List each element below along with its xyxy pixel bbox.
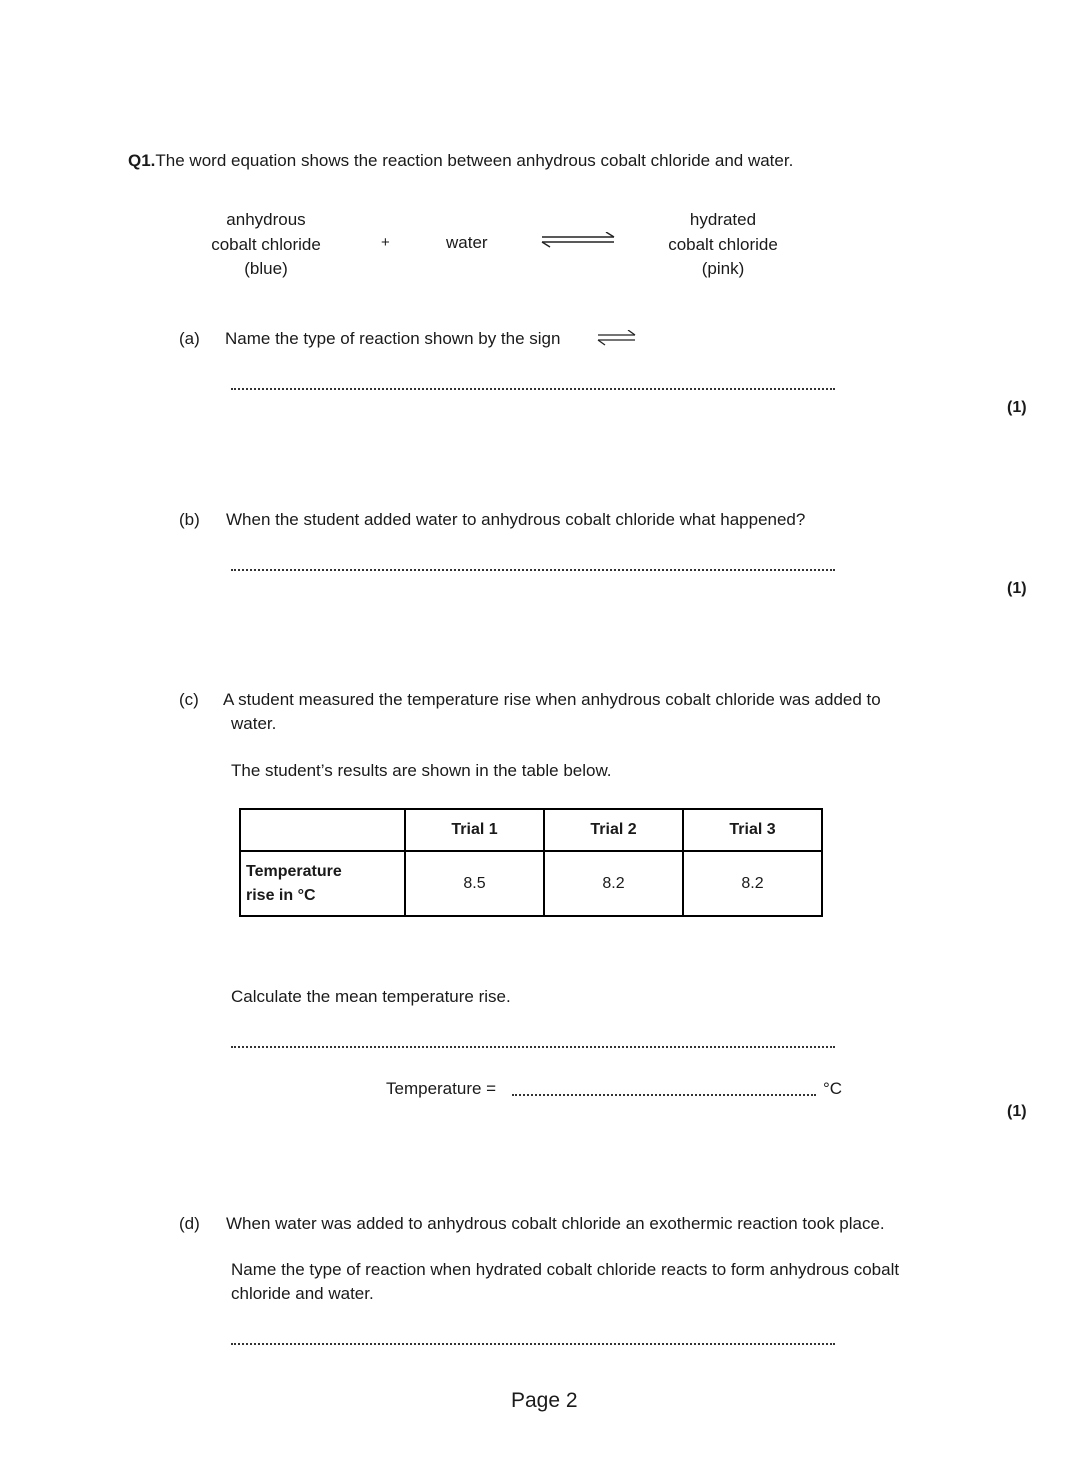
part-a-answer-line[interactable] [231,388,835,390]
part-b-text: When the student added water to anhydrous cobalt chloride what happened? [226,510,806,529]
page-number: Page 2 [511,1389,578,1412]
results-intro: The student’s results are shown in the table below. [231,761,612,780]
answer-unit: °C [823,1079,843,1098]
part-c-marks: (1) [1007,1103,1027,1120]
part-d-prompt-line2: chloride and water. [231,1284,374,1303]
temperature-answer-field[interactable] [512,1094,816,1096]
table-header-empty [240,809,405,851]
part-b-label: (b) [179,510,200,529]
reactant1-line3: (blue) [244,259,288,278]
table-cell-trial-1: 8.5 [405,851,544,916]
reactant1-line1: anhydrous [226,210,306,229]
table-header-trial-3: Trial 3 [683,809,822,851]
row-label-line1: Temperature [246,862,342,880]
part-b-answer-line[interactable] [231,569,835,571]
part-d-label: (d) [179,1214,200,1233]
part-c-text-line2: water. [231,714,277,733]
part-a-label: (a) [179,329,200,348]
question-number: Q1. [128,151,156,170]
answer-label: Temperature = [386,1079,497,1098]
calc-prompt: Calculate the mean temperature rise. [231,987,511,1006]
reactant-anhydrous-cobalt-chloride [186,208,346,282]
part-c-text-line1: A student measured the temperature rise when anhydrous cobalt chloride was added to [223,690,881,709]
results-table [239,808,823,917]
part-d-answer-line[interactable] [231,1343,835,1345]
table-cell-trial-2: 8.2 [544,851,683,916]
row-label-line2: rise in °C [246,886,316,904]
product-line2: cobalt chloride [668,234,778,254]
part-c-working-line[interactable] [231,1046,835,1048]
product-hydrated-cobalt-chloride [643,208,803,282]
question-intro-text: The word equation shows the reaction between anhydrous cobalt chloride and water. [155,151,794,170]
table-header-trial-2: Trial 2 [544,809,683,851]
product-line3: (pink) [701,259,745,278]
product-line1: hydrated [689,210,757,229]
table-header-trial-1: Trial 1 [405,809,544,851]
part-d-text: When water was added to anhydrous cobalt chloride an exothermic reaction took place. [226,1214,885,1233]
reactant-water: water [446,233,488,252]
plus-sign: + [381,234,390,251]
table-row [240,851,822,916]
equilibrium-sign-icon [597,330,637,346]
table-header-row [240,809,822,851]
reactant1-line2: cobalt chloride [211,234,321,254]
part-d-prompt-line1: Name the type of reaction when hydrated cobalt chloride reacts to form anhydrous cobalt [231,1260,900,1279]
question-intro [128,151,793,171]
table-row-label [240,851,405,916]
equilibrium-arrow-icon [540,232,618,248]
part-a-text: Name the type of reaction shown by the sign [225,329,561,348]
table-cell-trial-3: 8.2 [683,851,822,916]
part-a-marks: (1) [1007,399,1027,416]
part-c-label: (c) [179,690,199,709]
part-b-marks: (1) [1007,580,1027,597]
